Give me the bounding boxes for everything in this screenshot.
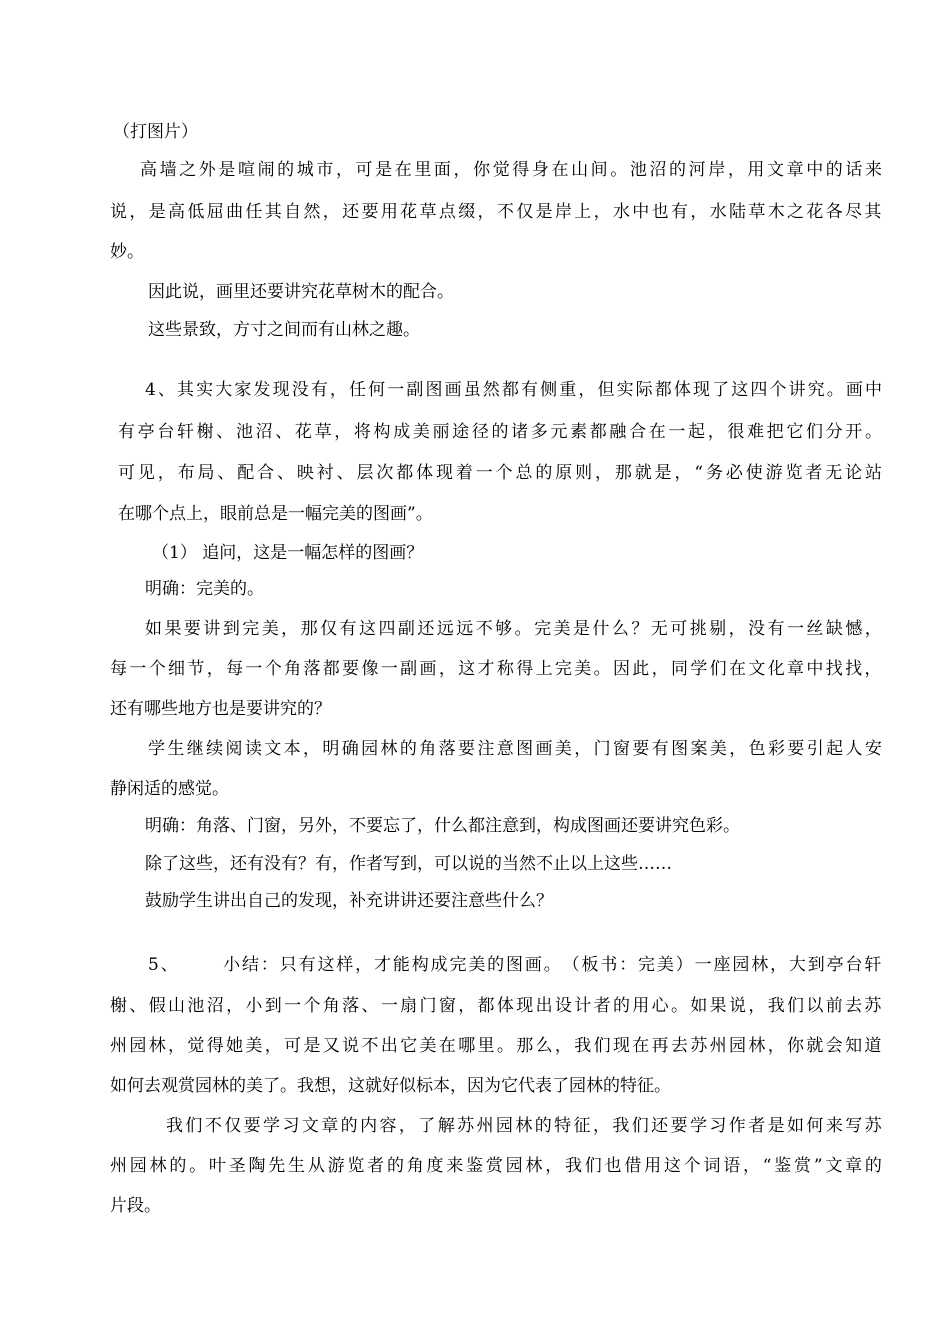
paragraph-line: 5 、 小 结 ： 只 有 这 样 ， 才 能 构 成 完 美 的 图 画 。 （ 板 书 ： 完 美 ） 一 座 园 林 ， 大 到 亭 台 轩 [148, 955, 882, 975]
paragraph-line: 鼓励学生讲出自己的发现，补充讲讲还要注意些什么？ [145, 891, 553, 911]
paragraph-line: 可 见 ， 布 局 、 配 合 、 映 衬 、 层 次 都 体 现 着 一 个 总 的 原 则 ， 那 就 是 ， “ 务 必 使 游 览 者 无 论 站 [118, 463, 882, 483]
paragraph-line: 高 墙 之 外 是 喧 闹 的 城 市 ， 可 是 在 里 面 ， 你 觉 得 身 在 山 间 。 池 沼 的 河 岸 ， 用 文 章 中 的 话 来 [140, 160, 882, 180]
paragraph-line: （1） 追问，这是一幅怎样的图画？ [152, 543, 424, 563]
paragraph-line: 每 一 个 细 节 ， 每 一 个 角 落 都 要 像 一 副 画 ， 这 才 称 得 上 完 美 。 因 此 ， 同 学 们 在 文 化 章 中 找 找 ， [110, 659, 882, 679]
paragraph-line: 4 、 其 实 大 家 发 现 没 有 ， 任 何 一 副 图 画 虽 然 都 有 侧 重 ， 但 实 际 都 体 现 了 这 四 个 讲 究 。 画 中 [145, 380, 882, 400]
paragraph-line: 州 园 林 的 。 叶 圣 陶 先 生 从 游 览 者 的 角 度 来 鉴 赏 园 林 ， 我 们 也 借 用 这 个 词 语 ， “ 鉴 赏 ” 文 章 的 [110, 1156, 882, 1176]
paragraph-line: 除了这些，还有没有？有，作者写到，可以说的当然不止以上这些…… [145, 854, 672, 874]
paragraph-line: 明确：完美的。 [145, 579, 264, 599]
paragraph-line: 明确：角落、门窗，另外，不要忘了，什么都注意到，构成图画还要讲究色彩。 [145, 816, 740, 836]
paragraph-line: 妙。 [110, 242, 144, 262]
paragraph-line: 因此说，画里还要讲究花草树木的配合。 [148, 282, 454, 302]
paragraph-line: 静闲适的感觉。 [110, 779, 229, 799]
paragraph-line: 在哪个点上，眼前总是一幅完美的图画”。 [118, 504, 433, 524]
paragraph-line: 有 亭 台 轩 榭 、 池 沼 、 花 草 ， 将 构 成 美 丽 途 径 的 诸 多 元 素 都 融 合 在 一 起 ， 很 难 把 它 们 分 开 。 [118, 422, 882, 442]
paragraph-line: 州 园 林 ， 觉 得 她 美 ， 可 是 又 说 不 出 它 美 在 哪 里 。 那 么 ， 我 们 现 在 再 去 苏 州 园 林 ， 你 就 会 知 道 [110, 1036, 882, 1056]
paragraph-line: 还有哪些地方也是要讲究的？ [110, 699, 331, 719]
paragraph-line: 学 生 继 续 阅 读 文 本 ， 明 确 园 林 的 角 落 要 注 意 图 画 美 ， 门 窗 要 有 图 案 美 ， 色 彩 要 引 起 人 安 [148, 739, 882, 759]
paragraph-line: 我 们 不 仅 要 学 习 文 章 的 内 容 ， 了 解 苏 州 园 林 的 特 征 ， 我 们 还 要 学 习 作 者 是 如 何 来 写 苏 [166, 1116, 882, 1136]
paragraph-line: 说 ， 是 高 低 屈 曲 任 其 自 然 ， 还 要 用 花 草 点 缀 ， 不 仅 是 岸 上 ， 水 中 也 有 ， 水 陆 草 木 之 花 各 尽 其 [110, 202, 882, 222]
image-note: （打图片） [113, 122, 198, 142]
paragraph-line: 如何去观赏园林的美了。我想，这就好似标本，因为它代表了园林的特征。 [110, 1076, 671, 1096]
paragraph-line: 榭 、 假 山 池 沼 ， 小 到 一 个 角 落 、 一 扇 门 窗 ， 都 体 现 出 设 计 者 的 用 心 。 如 果 说 ， 我 们 以 前 去 苏 [110, 996, 882, 1016]
paragraph-line: 如 果 要 讲 到 完 美 ， 那 仅 有 这 四 副 还 远 远 不 够 。 完 美 是 什 么 ？ 无 可 挑 剔 ， 没 有 一 丝 缺 憾 ， [145, 619, 882, 639]
paragraph-line: 片段。 [110, 1196, 161, 1216]
paragraph-line: 这些景致，方寸之间而有山林之趣。 [148, 320, 420, 340]
